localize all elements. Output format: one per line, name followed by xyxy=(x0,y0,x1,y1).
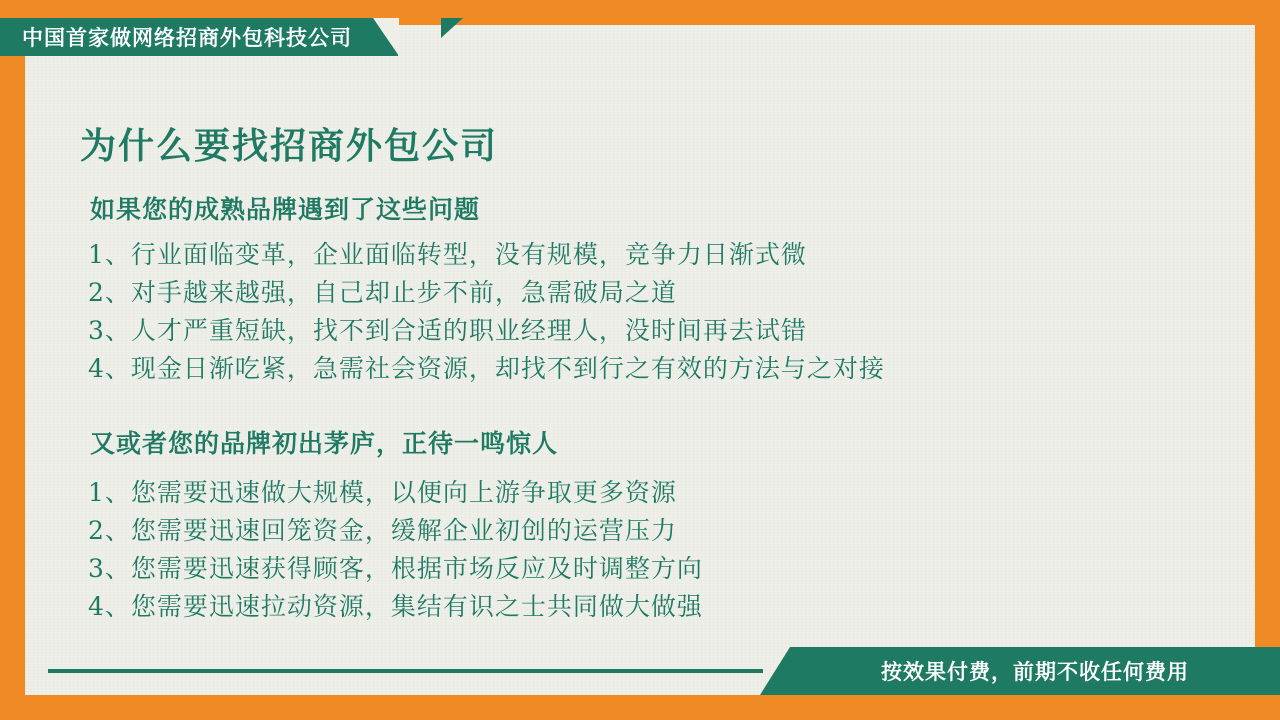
footer-bar xyxy=(0,647,1280,695)
section-2-heading: 又或者您的品牌初出茅庐，正待一鸣惊人 xyxy=(90,430,559,458)
list-item: 3、人才严重短缺，找不到合适的职业经理人，没时间再去试错 xyxy=(88,316,807,345)
list-item: 4、您需要迅速拉动资源，集结有识之士共同做大做强 xyxy=(88,592,703,621)
page-title: 为什么要找招商外包公司 xyxy=(80,125,499,166)
footer-banner-notch-shape xyxy=(760,647,790,695)
footer-label: 按效果付费，前期不收任何费用 xyxy=(881,661,1189,684)
list-item: 1、行业面临变革，企业面临转型，没有规模，竞争力日渐式微 xyxy=(88,240,807,269)
ribbon-notch-shape xyxy=(373,18,399,56)
list-item: 1、您需要迅速做大规模，以便向上游争取更多资源 xyxy=(88,478,677,507)
section-2-list xyxy=(88,474,703,626)
section-1-list xyxy=(88,236,885,388)
list-item: 4、现金日渐吃紧，急需社会资源，却找不到行之有效的方法与之对接 xyxy=(88,354,885,383)
list-item: 2、您需要迅速回笼资金，缓解企业初创的运营压力 xyxy=(88,516,677,545)
footer-divider-rule xyxy=(48,669,763,673)
section-1-heading: 如果您的成熟品牌遇到了这些问题 xyxy=(90,196,481,224)
footer-banner xyxy=(790,647,1280,695)
header-ribbon xyxy=(0,18,398,56)
header-ribbon-label: 中国首家做网络招商外包科技公司 xyxy=(22,27,352,50)
list-item: 2、对手越来越强，自己却止步不前，急需破局之道 xyxy=(88,278,677,307)
list-item: 3、您需要迅速获得顾客，根据市场反应及时调整方向 xyxy=(88,554,703,583)
ribbon-tail-shape xyxy=(441,18,463,38)
